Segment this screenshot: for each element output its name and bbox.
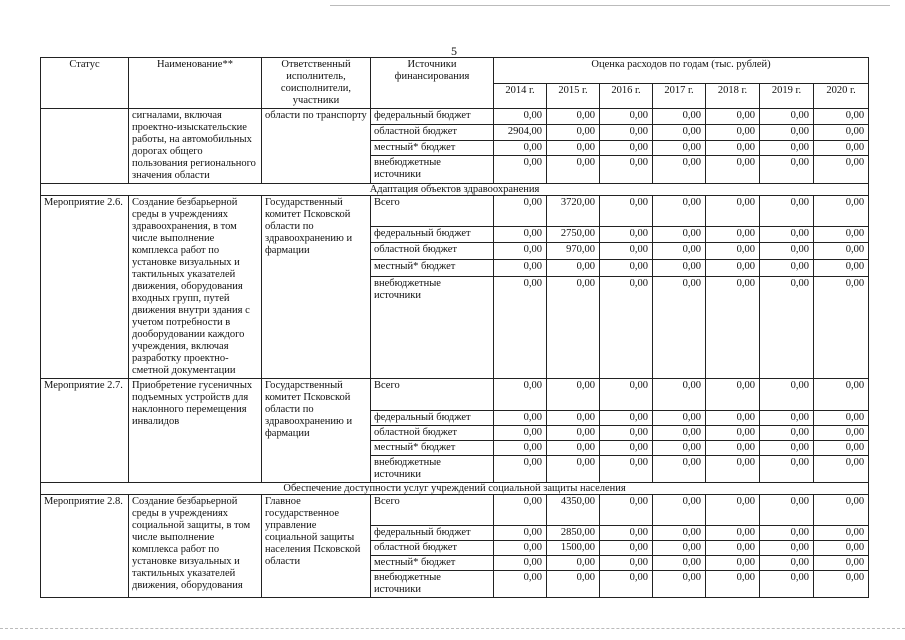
amount-cell: 0,00 [814,140,869,155]
amount-cell: 0,00 [706,226,760,243]
row-status: Мероприятие 2.7. [41,379,129,483]
amount-cell: 0,00 [814,571,869,598]
amount-cell: 0,00 [760,495,814,526]
row-responsible: Государственный комитет Псковской области по здравоохранению и фармации [262,196,371,379]
amount-cell: 0,00 [760,441,814,456]
amount-cell: 0,00 [600,140,653,155]
amount-cell: 0,00 [653,243,706,260]
col-responsible: Ответственный исполнитель, соисполнители, участники [262,58,371,109]
scan-bottom-edge [0,628,905,629]
funding-source: внебюджетные источники [371,571,494,598]
amount-cell: 0,00 [706,411,760,426]
section-title: Адаптация объектов здравоохранения [41,184,869,196]
funding-source: федеральный бюджет [371,526,494,541]
amount-cell: 0,00 [653,109,706,125]
table-body [41,109,869,598]
row-responsible: Главное государственное управление социальной защиты населения Псковской области [262,495,371,598]
amount-cell: 0,00 [494,226,547,243]
table-row [41,379,869,411]
col-year: 2016 г. [600,83,653,109]
amount-cell: 0,00 [760,556,814,571]
amount-cell: 0,00 [760,156,814,184]
amount-cell: 0,00 [494,277,547,379]
amount-cell: 0,00 [653,140,706,155]
amount-cell: 0,00 [760,226,814,243]
amount-cell: 0,00 [494,260,547,277]
amount-cell: 970,00 [547,243,600,260]
amount-cell: 0,00 [600,456,653,483]
funding-source: областной бюджет [371,541,494,556]
amount-cell: 0,00 [706,260,760,277]
amount-cell: 0,00 [760,243,814,260]
expenses-table [40,57,869,598]
amount-cell: 0,00 [706,456,760,483]
amount-cell: 0,00 [760,125,814,140]
amount-cell: 0,00 [494,196,547,227]
section-title: Обеспечение доступности услуг учреждений социальной защиты населения [41,483,869,495]
funding-source: внебюджетные источники [371,156,494,184]
amount-cell: 0,00 [600,156,653,184]
amount-cell: 0,00 [600,379,653,411]
amount-cell: 0,00 [814,556,869,571]
amount-cell: 0,00 [653,260,706,277]
amount-cell: 2850,00 [547,526,600,541]
amount-cell: 0,00 [760,379,814,411]
table-row [41,495,869,526]
amount-cell: 3720,00 [547,196,600,227]
amount-cell: 0,00 [706,379,760,411]
col-year: 2020 г. [814,83,869,109]
amount-cell: 0,00 [600,495,653,526]
amount-cell: 0,00 [706,277,760,379]
amount-cell: 0,00 [760,260,814,277]
table-row [41,196,869,227]
amount-cell: 0,00 [706,526,760,541]
amount-cell: 0,00 [494,456,547,483]
amount-cell: 0,00 [706,243,760,260]
col-year: 2019 г. [760,83,814,109]
amount-cell: 0,00 [814,156,869,184]
amount-cell: 0,00 [600,196,653,227]
row-name: Создание безбарьерной среды в учреждениях здравоохранения, в том числе выполнение комплекса работ по установке визуальных и тактильных указателей движения, оборудования входных групп, путей движения внутри здания с учетом потребности в дооборудовании каждого учреждения, включая разработку проектно-сметной документации [129,196,262,379]
amount-cell: 0,00 [547,277,600,379]
funding-source: Всего [371,379,494,411]
amount-cell: 0,00 [547,441,600,456]
amount-cell: 0,00 [600,571,653,598]
row-name: Создание безбарьерной среды в учреждениях социальной защиты, в том числе выполнение комплекса работ по установке визуальных и тактильных указателей движения, оборудования [129,495,262,598]
amount-cell: 0,00 [600,541,653,556]
col-estimate: Оценка расходов по годам (тыс. рублей) [494,58,869,84]
amount-cell: 0,00 [547,140,600,155]
amount-cell: 0,00 [760,109,814,125]
funding-source: федеральный бюджет [371,411,494,426]
amount-cell: 0,00 [814,379,869,411]
amount-cell: 0,00 [600,226,653,243]
amount-cell: 0,00 [653,125,706,140]
amount-cell: 0,00 [706,495,760,526]
amount-cell: 0,00 [600,426,653,441]
funding-source: местный* бюджет [371,140,494,155]
amount-cell: 0,00 [600,277,653,379]
amount-cell: 0,00 [814,277,869,379]
amount-cell: 0,00 [814,125,869,140]
amount-cell: 0,00 [547,379,600,411]
amount-cell: 0,00 [814,411,869,426]
row-name: Приобретение гусеничных подъемных устройств для наклонного перемещения инвалидов [129,379,262,483]
amount-cell: 0,00 [653,379,706,411]
amount-cell: 0,00 [814,426,869,441]
col-year: 2014 г. [494,83,547,109]
amount-cell: 0,00 [706,441,760,456]
amount-cell: 0,00 [706,571,760,598]
amount-cell: 0,00 [653,495,706,526]
funding-source: внебюджетные источники [371,456,494,483]
amount-cell: 0,00 [600,411,653,426]
amount-cell: 0,00 [547,456,600,483]
amount-cell: 0,00 [547,125,600,140]
col-year: 2018 г. [706,83,760,109]
amount-cell: 0,00 [814,196,869,227]
amount-cell: 0,00 [706,556,760,571]
amount-cell: 0,00 [653,541,706,556]
amount-cell: 2904,00 [494,125,547,140]
amount-cell: 0,00 [547,426,600,441]
scan-top-edge [330,5,890,6]
row-name: сигналами, включая проектно-изыскательские работы, на автомобильных дорогах общего пользования регионального значения области [129,109,262,184]
amount-cell: 0,00 [760,571,814,598]
amount-cell: 0,00 [494,109,547,125]
amount-cell: 0,00 [760,196,814,227]
amount-cell: 0,00 [814,260,869,277]
amount-cell: 0,00 [653,226,706,243]
amount-cell: 0,00 [760,277,814,379]
amount-cell: 0,00 [547,156,600,184]
amount-cell: 0,00 [494,243,547,260]
col-year: 2017 г. [653,83,706,109]
amount-cell: 0,00 [494,379,547,411]
amount-cell: 0,00 [494,571,547,598]
amount-cell: 0,00 [547,411,600,426]
amount-cell: 0,00 [494,411,547,426]
amount-cell: 0,00 [814,109,869,125]
amount-cell: 0,00 [706,140,760,155]
funding-source: Всего [371,495,494,526]
amount-cell: 0,00 [814,541,869,556]
row-status: Мероприятие 2.6. [41,196,129,379]
amount-cell: 0,00 [653,426,706,441]
funding-source: федеральный бюджет [371,226,494,243]
funding-source: местный* бюджет [371,441,494,456]
amount-cell: 0,00 [494,426,547,441]
amount-cell: 0,00 [653,571,706,598]
amount-cell: 0,00 [494,526,547,541]
amount-cell: 0,00 [600,526,653,541]
amount-cell: 0,00 [547,260,600,277]
amount-cell: 0,00 [600,125,653,140]
amount-cell: 0,00 [494,541,547,556]
col-sources: Источники финансирования [371,58,494,109]
funding-source: областной бюджет [371,125,494,140]
amount-cell: 0,00 [760,456,814,483]
amount-cell: 0,00 [706,156,760,184]
amount-cell: 0,00 [814,226,869,243]
amount-cell: 0,00 [706,541,760,556]
table-row [41,109,869,125]
funding-source: областной бюджет [371,426,494,441]
funding-source: местный* бюджет [371,260,494,277]
col-year: 2015 г. [547,83,600,109]
amount-cell: 0,00 [760,526,814,541]
funding-source: внебюджетные источники [371,277,494,379]
amount-cell: 0,00 [814,243,869,260]
amount-cell: 0,00 [600,243,653,260]
funding-source: местный* бюджет [371,556,494,571]
table-header [41,58,869,109]
amount-cell: 0,00 [653,411,706,426]
amount-cell: 0,00 [760,541,814,556]
amount-cell: 0,00 [706,426,760,441]
amount-cell: 2750,00 [547,226,600,243]
row-responsible: области по транспорту [262,109,371,184]
page-number: 5 [451,44,457,58]
amount-cell: 0,00 [653,277,706,379]
amount-cell: 0,00 [494,140,547,155]
amount-cell: 0,00 [814,495,869,526]
amount-cell: 0,00 [547,556,600,571]
row-status: Мероприятие 2.8. [41,495,129,598]
amount-cell: 0,00 [494,441,547,456]
amount-cell: 0,00 [600,260,653,277]
amount-cell: 0,00 [600,109,653,125]
amount-cell: 0,00 [653,196,706,227]
funding-source: Всего [371,196,494,227]
amount-cell: 0,00 [653,556,706,571]
section-row [41,483,869,495]
funding-source: федеральный бюджет [371,109,494,125]
amount-cell: 4350,00 [547,495,600,526]
amount-cell: 0,00 [494,495,547,526]
amount-cell: 0,00 [600,441,653,456]
amount-cell: 0,00 [653,456,706,483]
amount-cell: 0,00 [547,571,600,598]
section-row [41,184,869,196]
funding-source: областной бюджет [371,243,494,260]
row-status [41,109,129,184]
amount-cell: 1500,00 [547,541,600,556]
amount-cell: 0,00 [814,456,869,483]
amount-cell: 0,00 [653,441,706,456]
amount-cell: 0,00 [653,156,706,184]
col-status: Статус [41,58,129,109]
amount-cell: 0,00 [814,441,869,456]
amount-cell: 0,00 [706,196,760,227]
amount-cell: 0,00 [494,556,547,571]
amount-cell: 0,00 [760,426,814,441]
amount-cell: 0,00 [760,411,814,426]
amount-cell: 0,00 [547,109,600,125]
amount-cell: 0,00 [653,526,706,541]
amount-cell: 0,00 [706,125,760,140]
amount-cell: 0,00 [494,156,547,184]
amount-cell: 0,00 [814,526,869,541]
row-responsible: Государственный комитет Псковской области по здравоохранению и фармации [262,379,371,483]
amount-cell: 0,00 [760,140,814,155]
col-name: Наименование** [129,58,262,109]
amount-cell: 0,00 [600,556,653,571]
amount-cell: 0,00 [706,109,760,125]
